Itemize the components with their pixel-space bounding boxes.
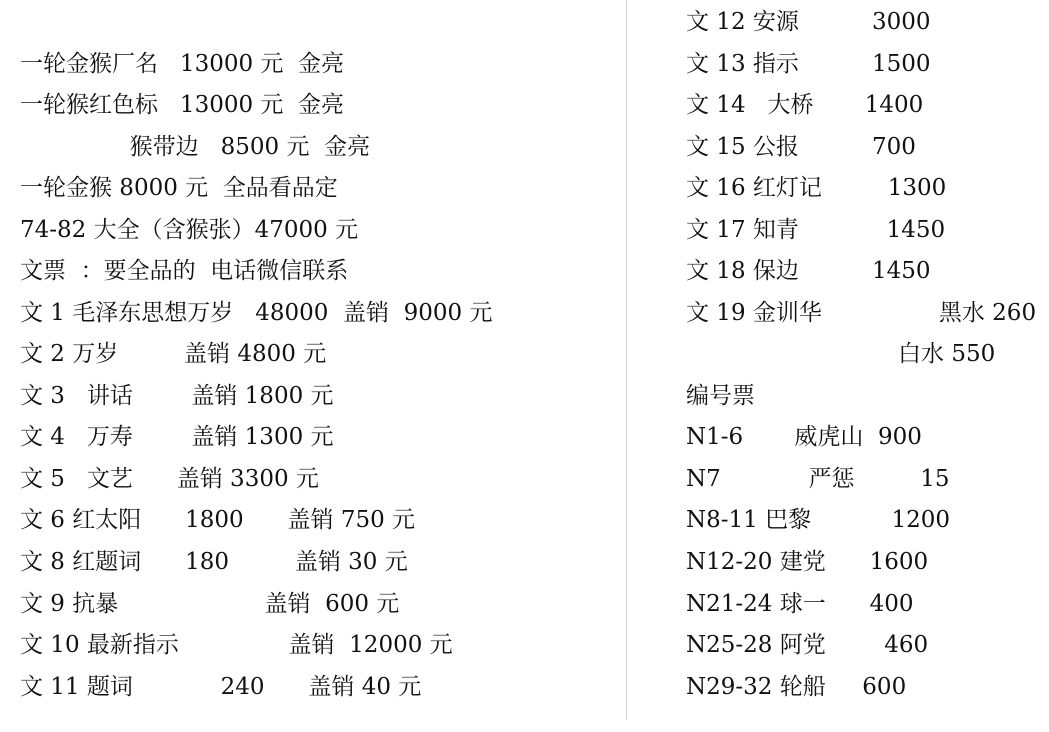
list-line: 文 2 万岁 盖销 4800 元	[20, 341, 327, 367]
list-line: 一轮猴红色标 13000 元 金亮	[20, 92, 345, 118]
list-line: 文 16 红灯记 1300	[686, 175, 947, 201]
list-line: N29-32 轮船 600	[686, 674, 907, 700]
section-heading: 编号票	[686, 383, 755, 409]
list-line: 文 18 保边 1450	[686, 258, 931, 284]
list-line: 文 6 红太阳 1800 盖销 750 元	[20, 507, 416, 533]
column-divider	[626, 0, 627, 720]
list-line: 文 19 金训华 黑水 260	[686, 300, 1037, 326]
list-line: 一轮金猴 8000 元 全品看品定	[20, 175, 338, 201]
list-line: 文 15 公报 700	[686, 134, 916, 160]
list-line: 文 8 红题词 180 盖销 30 元	[20, 549, 408, 575]
list-line: N8-11 巴黎 1200	[686, 507, 951, 533]
list-line: 文 14 大桥 1400	[686, 92, 924, 118]
list-line: 文 10 最新指示 盖销 12000 元	[20, 632, 453, 658]
list-line: 文 12 安源 3000	[686, 9, 931, 35]
list-line: 猴带边 8500 元 金亮	[20, 134, 371, 160]
list-line: N7 严惩 15	[686, 466, 950, 492]
list-line: 文 13 指示 1500	[686, 51, 931, 77]
list-line: N21-24 球一 400	[686, 591, 914, 617]
list-line: 文票 ：要全品的 电话微信联系	[20, 258, 349, 284]
list-line: N25-28 阿党 460	[686, 632, 929, 658]
list-line: N12-20 建党 1600	[686, 549, 929, 575]
list-line: 文 5 文艺 盖销 3300 元	[20, 466, 319, 492]
list-line: 白水 550	[686, 341, 996, 367]
list-line: 文 1 毛泽东思想万岁 48000 盖销 9000 元	[20, 300, 493, 326]
list-line: 文 11 题词 240 盖销 40 元	[20, 674, 422, 700]
list-line: 74-82 大全（含猴张）47000 元	[20, 217, 359, 243]
list-line: N1-6 威虎山 900	[686, 424, 922, 450]
list-line: 文 17 知青 1450	[686, 217, 946, 243]
list-line: 一轮金猴厂名 13000 元 金亮	[20, 51, 345, 77]
list-line: 文 9 抗暴 盖销 600 元	[20, 591, 400, 617]
list-line: 文 4 万寿 盖销 1300 元	[20, 424, 334, 450]
list-line: 文 3 讲话 盖销 1800 元	[20, 383, 334, 409]
